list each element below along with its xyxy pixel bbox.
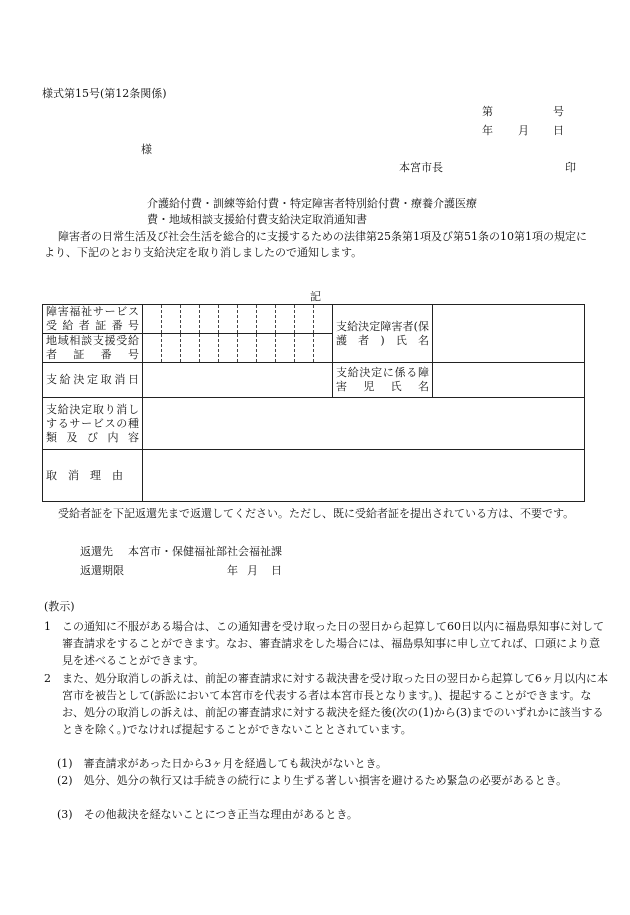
digit-cell bbox=[314, 334, 332, 362]
digit-cell bbox=[143, 334, 162, 362]
digit-cell bbox=[162, 334, 181, 362]
return-deadline-month: 月 bbox=[247, 564, 258, 577]
notice-subitem-1: (1) 審査請求があった日から3ヶ月を経過しても裁決がないとき。 bbox=[57, 757, 388, 770]
notice-subitem-3: (3) その他裁決を経ないことにつき正当な理由があるとき。 bbox=[57, 808, 358, 821]
welfare-service-cert-digits bbox=[143, 305, 333, 334]
guardian-name-value bbox=[433, 305, 585, 363]
community-support-cert-label: 地域相談支援受給者証番号 bbox=[43, 334, 143, 363]
digit-cell bbox=[162, 305, 181, 333]
document-number-prefix: 第 bbox=[482, 105, 493, 118]
child-name-value bbox=[433, 363, 585, 398]
digit-cell bbox=[276, 305, 295, 333]
return-destination-value: 本宮市・保健福祉部社会福祉課 bbox=[128, 545, 282, 558]
welfare-service-cert-label: 障害福祉サービス受給者証番号 bbox=[43, 305, 143, 334]
details-table bbox=[42, 304, 585, 502]
digit-cell bbox=[314, 305, 332, 333]
digit-cell bbox=[200, 305, 219, 333]
reason-label: 取 消 理 由 bbox=[43, 450, 143, 502]
return-deadline-label: 返還期限 bbox=[80, 564, 124, 577]
reason-value bbox=[143, 450, 585, 502]
document-title-line2: 費・地域相談支援給付費支給決定取消通知書 bbox=[147, 213, 367, 226]
return-deadline-year: 年 bbox=[227, 564, 238, 577]
form-number: 様式第15号(第12条関係) bbox=[42, 87, 167, 100]
digit-cell bbox=[219, 334, 238, 362]
ki-heading: 記 bbox=[310, 290, 321, 303]
date-day-label: 日 bbox=[553, 124, 564, 137]
body-paragraph: 障害者の日常生活及び社会生活を総合的に支援するための法律第25条第1項及び第51条の10第1項の規定により、下記のとおり支給決定を取り消しましたので通知します。 bbox=[44, 230, 587, 259]
notice-heading: (教示) bbox=[44, 600, 75, 613]
seal-mark: 印 bbox=[565, 161, 576, 174]
return-deadline-day: 日 bbox=[271, 564, 282, 577]
services-value bbox=[143, 398, 585, 450]
cancel-date-label: 支給決定取消日 bbox=[43, 363, 143, 398]
digit-cell bbox=[181, 305, 200, 333]
services-label: 支給決定取り消しするサービスの種類及び内容 bbox=[43, 398, 143, 450]
digit-cell bbox=[200, 334, 219, 362]
issuer-name: 本宮市長 bbox=[399, 161, 443, 174]
document-title-line1: 介護給付費・訓練等給付費・特定障害者特別給付費・療養介護医療 bbox=[147, 197, 477, 210]
document-number-suffix: 号 bbox=[553, 105, 564, 118]
digit-cell bbox=[257, 334, 276, 362]
digit-cell bbox=[238, 334, 257, 362]
digit-cell bbox=[295, 334, 314, 362]
notice-item-1: 1 この通知に不服がある場合は、この通知書を受け取った日の翌日から起算して60日以内に福島県知事に対して審査請求をすることができます。なお、審査請求をした場合には、福島県知事に申し立てれば、口頭により意見を述べることができます。 bbox=[44, 620, 604, 667]
child-name-label: 支給決定に係る障害児氏名 bbox=[333, 363, 433, 398]
cancel-date-value bbox=[143, 363, 333, 398]
digit-cell bbox=[276, 334, 295, 362]
digit-cell bbox=[181, 334, 200, 362]
return-instruction: 受給者証を下記返還先まで返還してください。ただし、既に受給者証を提出されている方は、不要です。 bbox=[58, 507, 575, 520]
digit-cell bbox=[219, 305, 238, 333]
digit-cell bbox=[143, 305, 162, 333]
notice-subitem-2: (2) 処分、処分の執行又は手続きの続行により生ずる著しい損害を避けるため緊急の必要があるとき。 bbox=[57, 774, 568, 787]
digit-cell bbox=[257, 305, 276, 333]
return-destination-label: 返還先 bbox=[80, 545, 113, 558]
community-support-cert-digits bbox=[143, 334, 333, 363]
digit-cell bbox=[238, 305, 257, 333]
date-year-label: 年 bbox=[482, 124, 493, 137]
date-month-label: 月 bbox=[518, 124, 529, 137]
notice-item-2: 2 また、処分取消しの訴えは、前記の審査請求に対する裁決書を受け取った日の翌日から起算して6ヶ月以内に本宮市を被告として(訴訟において本宮市を代表する者は本宮市長となります。)、提起することができます。なお、処分の取消しの訴えは、前記の審査請求に対する裁決を経た後(次の(1)から(3)までのいずれかに該当するときを除く。)でなければ提起することができないこととされています。 bbox=[44, 672, 608, 736]
addressee-suffix: 様 bbox=[141, 143, 152, 156]
guardian-name-label: 支給決定障害者(保護者)氏名 bbox=[333, 305, 433, 363]
digit-cell bbox=[295, 305, 314, 333]
